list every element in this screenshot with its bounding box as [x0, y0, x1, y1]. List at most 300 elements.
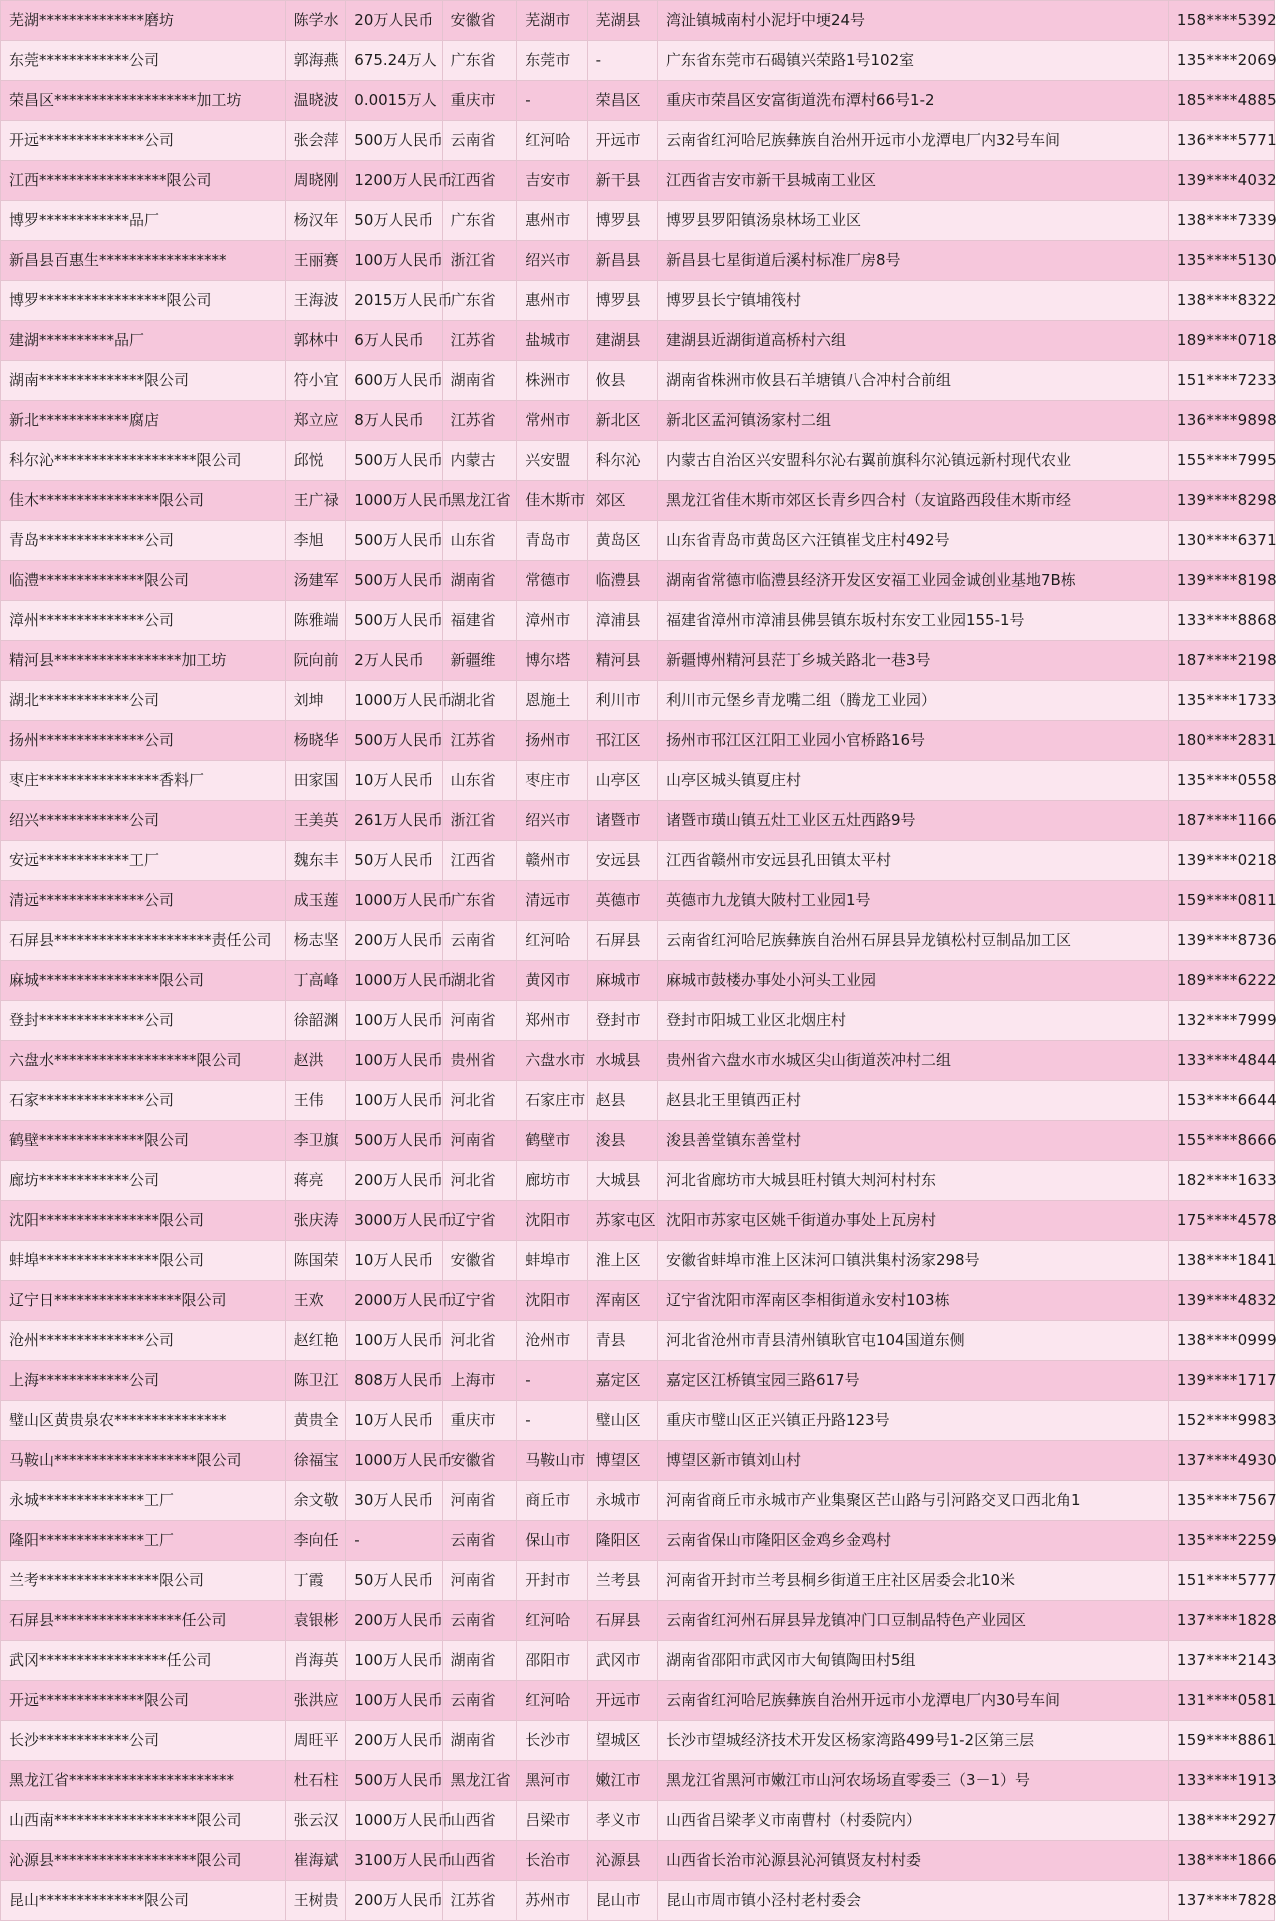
district-cell: 麻城市: [587, 961, 657, 1001]
registered-capital-cell: 500万人民币: [346, 721, 442, 761]
address-cell: 浚县善堂镇东善堂村: [657, 1121, 1168, 1161]
table-row: [1, 241, 1275, 281]
province-cell: 浙江省: [442, 801, 517, 841]
province-cell: 山西省: [442, 1801, 517, 1841]
table-row: [1, 801, 1275, 841]
province-cell: 内蒙古: [442, 441, 517, 481]
legal-person-cell: 杨晓华: [285, 721, 346, 761]
phone-cell: 158****5392: [1168, 1, 1274, 41]
address-cell: 新北区孟河镇汤家村二组: [657, 401, 1168, 441]
company-name-cell: 新昌县百惠生*****************: [1, 241, 286, 281]
registered-capital-cell: 50万人民币: [346, 201, 442, 241]
city-cell: 黑河市: [517, 1761, 587, 1801]
table-row: [1, 1161, 1275, 1201]
province-cell: 安徽省: [442, 1, 517, 41]
registered-capital-cell: 675.24万人: [346, 41, 442, 81]
city-cell: 长沙市: [517, 1721, 587, 1761]
phone-cell: 133****8868: [1168, 601, 1274, 641]
registered-capital-cell: 10万人民币: [346, 1241, 442, 1281]
legal-person-cell: 符小宜: [285, 361, 346, 401]
city-cell: 赣州市: [517, 841, 587, 881]
city-cell: 苏州市: [517, 1881, 587, 1921]
legal-person-cell: 杜石柱: [285, 1761, 346, 1801]
phone-cell: 159****8861: [1168, 1721, 1274, 1761]
address-cell: 河南省开封市兰考县桐乡街道王庄社区居委会北10米: [657, 1561, 1168, 1601]
phone-cell: 151****7233: [1168, 361, 1274, 401]
table-row: [1, 1121, 1275, 1161]
phone-cell: 133****1913: [1168, 1761, 1274, 1801]
phone-cell: 131****0581: [1168, 1681, 1274, 1721]
registered-capital-cell: 2万人民币: [346, 641, 442, 681]
registered-capital-cell: 200万人民币: [346, 1721, 442, 1761]
phone-cell: 137****4930: [1168, 1441, 1274, 1481]
legal-person-cell: 王美英: [285, 801, 346, 841]
city-cell: 蚌埠市: [517, 1241, 587, 1281]
legal-person-cell: 黄贵全: [285, 1401, 346, 1441]
company-name-cell: 蚌埠****************限公司: [1, 1241, 286, 1281]
registered-capital-cell: 1000万人民币: [346, 881, 442, 921]
company-name-cell: 兰考****************限公司: [1, 1561, 286, 1601]
phone-cell: 182****1633: [1168, 1161, 1274, 1201]
phone-cell: 138****7339: [1168, 201, 1274, 241]
phone-cell: 139****4032: [1168, 161, 1274, 201]
phone-cell: 155****7995: [1168, 441, 1274, 481]
province-cell: 河北省: [442, 1081, 517, 1121]
registered-capital-cell: 100万人民币: [346, 1081, 442, 1121]
legal-person-cell: 阮向前: [285, 641, 346, 681]
company-name-cell: 博罗*****************限公司: [1, 281, 286, 321]
district-cell: 安远县: [587, 841, 657, 881]
legal-person-cell: 陈国荣: [285, 1241, 346, 1281]
phone-cell: 187****2198: [1168, 641, 1274, 681]
address-cell: 山亭区城头镇夏庄村: [657, 761, 1168, 801]
address-cell: 新疆博州精河县茫丁乡城关路北一巷3号: [657, 641, 1168, 681]
table-row: [1, 1361, 1275, 1401]
registered-capital-cell: 3100万人民币: [346, 1841, 442, 1881]
city-cell: -: [517, 1401, 587, 1441]
registered-capital-cell: 0.0015万人: [346, 81, 442, 121]
district-cell: 沁源县: [587, 1841, 657, 1881]
district-cell: 石屏县: [587, 921, 657, 961]
province-cell: 黑龙江省: [442, 481, 517, 521]
registered-capital-cell: 50万人民币: [346, 1561, 442, 1601]
address-cell: 赵县北王里镇西正村: [657, 1081, 1168, 1121]
district-cell: 建湖县: [587, 321, 657, 361]
province-cell: 河北省: [442, 1321, 517, 1361]
registered-capital-cell: 100万人民币: [346, 1001, 442, 1041]
address-cell: 山西省长治市沁源县沁河镇贤友村村委: [657, 1841, 1168, 1881]
legal-person-cell: 陈卫江: [285, 1361, 346, 1401]
table-row: [1, 1081, 1275, 1121]
district-cell: 诸暨市: [587, 801, 657, 841]
district-cell: 苏家屯区: [587, 1201, 657, 1241]
province-cell: 山西省: [442, 1841, 517, 1881]
table-row: [1, 1201, 1275, 1241]
table-row: [1, 1761, 1275, 1801]
table-row: [1, 1841, 1275, 1881]
company-name-cell: 石屏县*********************责任公司: [1, 921, 286, 961]
table-row: [1, 1001, 1275, 1041]
district-cell: 芜湖县: [587, 1, 657, 41]
company-name-cell: 东莞************公司: [1, 41, 286, 81]
company-name-cell: 登封**************公司: [1, 1001, 286, 1041]
district-cell: 博罗县: [587, 201, 657, 241]
province-cell: 新疆维: [442, 641, 517, 681]
province-cell: 河南省: [442, 1121, 517, 1161]
address-cell: 广东省东莞市石碣镇兴荣路1号102室: [657, 41, 1168, 81]
district-cell: 利川市: [587, 681, 657, 721]
city-cell: 郑州市: [517, 1001, 587, 1041]
company-name-cell: 永城**************工厂: [1, 1481, 286, 1521]
registered-capital-cell: 100万人民币: [346, 1041, 442, 1081]
company-name-cell: 建湖**********品厂: [1, 321, 286, 361]
legal-person-cell: 陈学水: [285, 1, 346, 41]
province-cell: 福建省: [442, 601, 517, 641]
province-cell: 江苏省: [442, 321, 517, 361]
district-cell: 石屏县: [587, 1601, 657, 1641]
province-cell: 湖南省: [442, 1641, 517, 1681]
company-name-cell: 清远**************公司: [1, 881, 286, 921]
province-cell: 黑龙江省: [442, 1761, 517, 1801]
city-cell: 廊坊市: [517, 1161, 587, 1201]
company-name-cell: 枣庄****************香料厂: [1, 761, 286, 801]
district-cell: 英德市: [587, 881, 657, 921]
address-cell: 登封市阳城工业区北烟庄村: [657, 1001, 1168, 1041]
legal-person-cell: 田家国: [285, 761, 346, 801]
company-name-cell: 昆山**************限公司: [1, 1881, 286, 1921]
city-cell: 沧州市: [517, 1321, 587, 1361]
district-cell: 赵县: [587, 1081, 657, 1121]
legal-person-cell: 蒋亮: [285, 1161, 346, 1201]
city-cell: -: [517, 81, 587, 121]
phone-cell: 155****8666: [1168, 1121, 1274, 1161]
province-cell: 重庆市: [442, 81, 517, 121]
province-cell: 上海市: [442, 1361, 517, 1401]
address-cell: 云南省保山市隆阳区金鸡乡金鸡村: [657, 1521, 1168, 1561]
company-name-cell: 武冈*****************任公司: [1, 1641, 286, 1681]
address-cell: 贵州省六盘水市水城区尖山街道茨冲村二组: [657, 1041, 1168, 1081]
province-cell: 湖南省: [442, 1721, 517, 1761]
address-cell: 云南省红河州石屏县异龙镇冲门口豆制品特色产业园区: [657, 1601, 1168, 1641]
legal-person-cell: 丁霞: [285, 1561, 346, 1601]
phone-cell: 185****4885: [1168, 81, 1274, 121]
table-row: [1, 761, 1275, 801]
legal-person-cell: 赵洪: [285, 1041, 346, 1081]
registered-capital-cell: 500万人民币: [346, 1121, 442, 1161]
province-cell: 河南省: [442, 1561, 517, 1601]
table-row: [1, 721, 1275, 761]
city-cell: 青岛市: [517, 521, 587, 561]
phone-cell: 139****8736: [1168, 921, 1274, 961]
address-cell: 湖南省株洲市攸县石羊塘镇八合冲村合前组: [657, 361, 1168, 401]
table-row: [1, 41, 1275, 81]
table-row: [1, 961, 1275, 1001]
city-cell: 恩施土: [517, 681, 587, 721]
district-cell: 浚县: [587, 1121, 657, 1161]
phone-cell: 136****9898: [1168, 401, 1274, 441]
city-cell: 常德市: [517, 561, 587, 601]
city-cell: 石家庄市: [517, 1081, 587, 1121]
registered-capital-cell: 200万人民币: [346, 1881, 442, 1921]
city-cell: 东莞市: [517, 41, 587, 81]
phone-cell: 135****0558: [1168, 761, 1274, 801]
city-cell: 红河哈: [517, 921, 587, 961]
legal-person-cell: 李旭: [285, 521, 346, 561]
phone-cell: 139****0218: [1168, 841, 1274, 881]
address-cell: 建湖县近湖街道高桥村六组: [657, 321, 1168, 361]
phone-cell: 153****6644: [1168, 1081, 1274, 1121]
province-cell: 江西省: [442, 161, 517, 201]
company-name-cell: 绍兴************公司: [1, 801, 286, 841]
district-cell: 璧山区: [587, 1401, 657, 1441]
city-cell: 鹤壁市: [517, 1121, 587, 1161]
legal-person-cell: 袁银彬: [285, 1601, 346, 1641]
province-cell: 湖南省: [442, 361, 517, 401]
legal-person-cell: 王丽赛: [285, 241, 346, 281]
company-name-cell: 马鞍山*******************限公司: [1, 1441, 286, 1481]
district-cell: 黄岛区: [587, 521, 657, 561]
company-name-cell: 沁源县*******************限公司: [1, 1841, 286, 1881]
legal-person-cell: 王伟: [285, 1081, 346, 1121]
registered-capital-cell: 1000万人民币: [346, 961, 442, 1001]
district-cell: 博望区: [587, 1441, 657, 1481]
province-cell: 江西省: [442, 841, 517, 881]
phone-cell: 133****4844: [1168, 1041, 1274, 1081]
phone-cell: 175****4578: [1168, 1201, 1274, 1241]
legal-person-cell: 徐福宝: [285, 1441, 346, 1481]
city-cell: 红河哈: [517, 1601, 587, 1641]
address-cell: 重庆市璧山区正兴镇正丹路123号: [657, 1401, 1168, 1441]
city-cell: 六盘水市: [517, 1041, 587, 1081]
district-cell: 昆山市: [587, 1881, 657, 1921]
province-cell: 云南省: [442, 1521, 517, 1561]
company-name-cell: 鹤壁**************限公司: [1, 1121, 286, 1161]
legal-person-cell: 周晓刚: [285, 161, 346, 201]
province-cell: 广东省: [442, 281, 517, 321]
table-row: [1, 81, 1275, 121]
city-cell: 邵阳市: [517, 1641, 587, 1681]
district-cell: 嘉定区: [587, 1361, 657, 1401]
company-name-cell: 扬州**************公司: [1, 721, 286, 761]
district-cell: 水城县: [587, 1041, 657, 1081]
province-cell: 广东省: [442, 201, 517, 241]
registered-capital-cell: 500万人民币: [346, 561, 442, 601]
province-cell: 云南省: [442, 921, 517, 961]
phone-cell: 152****9983: [1168, 1401, 1274, 1441]
city-cell: 沈阳市: [517, 1201, 587, 1241]
phone-cell: 138****1866: [1168, 1841, 1274, 1881]
city-cell: 绍兴市: [517, 801, 587, 841]
table-row: [1, 601, 1275, 641]
province-cell: 云南省: [442, 121, 517, 161]
registered-capital-cell: 3000万人民币: [346, 1201, 442, 1241]
registered-capital-cell: 20万人民币: [346, 1, 442, 41]
table-row: [1, 1481, 1275, 1521]
phone-cell: 135****5130: [1168, 241, 1274, 281]
district-cell: 浑南区: [587, 1281, 657, 1321]
company-name-cell: 璧山区黄贵泉农***************: [1, 1401, 286, 1441]
table-row: [1, 1561, 1275, 1601]
city-cell: 惠州市: [517, 201, 587, 241]
registered-capital-cell: 500万人民币: [346, 601, 442, 641]
table-row: [1, 401, 1275, 441]
address-cell: 博罗县罗阳镇汤泉林场工业区: [657, 201, 1168, 241]
company-name-cell: 石屏县*****************任公司: [1, 1601, 286, 1641]
table-row: [1, 1521, 1275, 1561]
phone-cell: 138****0999: [1168, 1321, 1274, 1361]
company-name-cell: 临澧**************限公司: [1, 561, 286, 601]
city-cell: 吉安市: [517, 161, 587, 201]
city-cell: 芜湖市: [517, 1, 587, 41]
legal-person-cell: 汤建军: [285, 561, 346, 601]
table-row: [1, 201, 1275, 241]
legal-person-cell: 张会萍: [285, 121, 346, 161]
address-cell: 长沙市望城经济技术开发区杨家湾路499号1-2区第三层: [657, 1721, 1168, 1761]
registered-capital-cell: 1000万人民币: [346, 481, 442, 521]
legal-person-cell: 徐韶渊: [285, 1001, 346, 1041]
registered-capital-cell: 1000万人民币: [346, 681, 442, 721]
district-cell: 开远市: [587, 121, 657, 161]
company-name-cell: 青岛**************公司: [1, 521, 286, 561]
registered-capital-cell: 500万人民币: [346, 441, 442, 481]
city-cell: 沈阳市: [517, 1281, 587, 1321]
city-cell: 黄冈市: [517, 961, 587, 1001]
legal-person-cell: 郭林中: [285, 321, 346, 361]
city-cell: 兴安盟: [517, 441, 587, 481]
district-cell: 孝义市: [587, 1801, 657, 1841]
table-row: [1, 481, 1275, 521]
registered-capital-cell: 100万人民币: [346, 241, 442, 281]
legal-person-cell: 郭海燕: [285, 41, 346, 81]
registered-capital-cell: 1000万人民币: [346, 1801, 442, 1841]
province-cell: 贵州省: [442, 1041, 517, 1081]
registered-capital-cell: 1000万人民币: [346, 1441, 442, 1481]
district-cell: 博罗县: [587, 281, 657, 321]
phone-cell: 137****2143: [1168, 1641, 1274, 1681]
city-cell: 惠州市: [517, 281, 587, 321]
province-cell: 山东省: [442, 521, 517, 561]
registered-capital-cell: 100万人民币: [346, 1681, 442, 1721]
province-cell: 辽宁省: [442, 1201, 517, 1241]
legal-person-cell: 王海波: [285, 281, 346, 321]
table-row: [1, 921, 1275, 961]
district-cell: 大城县: [587, 1161, 657, 1201]
city-cell: -: [517, 1361, 587, 1401]
phone-cell: 138****8322: [1168, 281, 1274, 321]
district-cell: 科尔沁: [587, 441, 657, 481]
district-cell: 开远市: [587, 1681, 657, 1721]
phone-cell: 189****0718: [1168, 321, 1274, 361]
company-name-cell: 安远************工厂: [1, 841, 286, 881]
city-cell: 红河哈: [517, 121, 587, 161]
city-cell: 株洲市: [517, 361, 587, 401]
district-cell: 永城市: [587, 1481, 657, 1521]
table-row: [1, 121, 1275, 161]
table-row: [1, 681, 1275, 721]
province-cell: 山东省: [442, 761, 517, 801]
province-cell: 河南省: [442, 1481, 517, 1521]
phone-cell: 189****6222: [1168, 961, 1274, 1001]
district-cell: 荣昌区: [587, 81, 657, 121]
company-name-cell: 芜湖**************磨坊: [1, 1, 286, 41]
company-name-cell: 沧州**************公司: [1, 1321, 286, 1361]
province-cell: 江苏省: [442, 1881, 517, 1921]
table-row: [1, 321, 1275, 361]
phone-cell: 180****2831: [1168, 721, 1274, 761]
company-name-cell: 精河县*****************加工坊: [1, 641, 286, 681]
address-cell: 英德市九龙镇大陂村工业园1号: [657, 881, 1168, 921]
province-cell: 湖南省: [442, 561, 517, 601]
city-cell: 马鞍山市: [517, 1441, 587, 1481]
table-row: [1, 1401, 1275, 1441]
registered-capital-cell: 500万人民币: [346, 521, 442, 561]
registered-capital-cell: 50万人民币: [346, 841, 442, 881]
company-name-cell: 开远**************限公司: [1, 1681, 286, 1721]
registered-capital-cell: -: [346, 1521, 442, 1561]
company-name-cell: 荣昌区*******************加工坊: [1, 81, 286, 121]
city-cell: 红河哈: [517, 1681, 587, 1721]
province-cell: 安徽省: [442, 1441, 517, 1481]
legal-person-cell: 赵红艳: [285, 1321, 346, 1361]
table-row: [1, 361, 1275, 401]
address-cell: 扬州市邗江区江阳工业园小官桥路16号: [657, 721, 1168, 761]
company-name-cell: 隆阳**************工厂: [1, 1521, 286, 1561]
phone-cell: 139****1717: [1168, 1361, 1274, 1401]
address-cell: 内蒙古自治区兴安盟科尔沁右翼前旗科尔沁镇远新村现代农业: [657, 441, 1168, 481]
company-name-cell: 石家**************公司: [1, 1081, 286, 1121]
table-row: [1, 161, 1275, 201]
table-row: [1, 1721, 1275, 1761]
legal-person-cell: 李向任: [285, 1521, 346, 1561]
province-cell: 河南省: [442, 1001, 517, 1041]
phone-cell: 135****1733: [1168, 681, 1274, 721]
legal-person-cell: 杨志坚: [285, 921, 346, 961]
legal-person-cell: 张云汉: [285, 1801, 346, 1841]
district-cell: 登封市: [587, 1001, 657, 1041]
legal-person-cell: 肖海英: [285, 1641, 346, 1681]
province-cell: 广东省: [442, 881, 517, 921]
company-name-cell: 新北************腐店: [1, 401, 286, 441]
district-cell: 武冈市: [587, 1641, 657, 1681]
table-row: [1, 641, 1275, 681]
company-name-cell: 麻城****************限公司: [1, 961, 286, 1001]
district-cell: 望城区: [587, 1721, 657, 1761]
address-cell: 山西省吕梁孝义市南曹村（村委院内）: [657, 1801, 1168, 1841]
district-cell: 邗江区: [587, 721, 657, 761]
company-name-cell: 湖北************公司: [1, 681, 286, 721]
table-body: [1, 1, 1275, 1921]
province-cell: 浙江省: [442, 241, 517, 281]
phone-cell: 159****0811: [1168, 881, 1274, 921]
table-row: [1, 1281, 1275, 1321]
registered-capital-cell: 6万人民币: [346, 321, 442, 361]
table-row: [1, 1881, 1275, 1921]
province-cell: 云南省: [442, 1601, 517, 1641]
company-name-cell: 漳州**************公司: [1, 601, 286, 641]
province-cell: 广东省: [442, 41, 517, 81]
legal-person-cell: 李卫旗: [285, 1121, 346, 1161]
registered-capital-cell: 261万人民币: [346, 801, 442, 841]
registered-capital-cell: 500万人民币: [346, 121, 442, 161]
company-name-cell: 长沙************公司: [1, 1721, 286, 1761]
city-cell: 常州市: [517, 401, 587, 441]
district-cell: 精河县: [587, 641, 657, 681]
district-cell: 郊区: [587, 481, 657, 521]
phone-cell: 187****1166: [1168, 801, 1274, 841]
company-name-cell: 黑龙江省**********************: [1, 1761, 286, 1801]
table-row: [1, 1441, 1275, 1481]
registered-capital-cell: 200万人民币: [346, 921, 442, 961]
